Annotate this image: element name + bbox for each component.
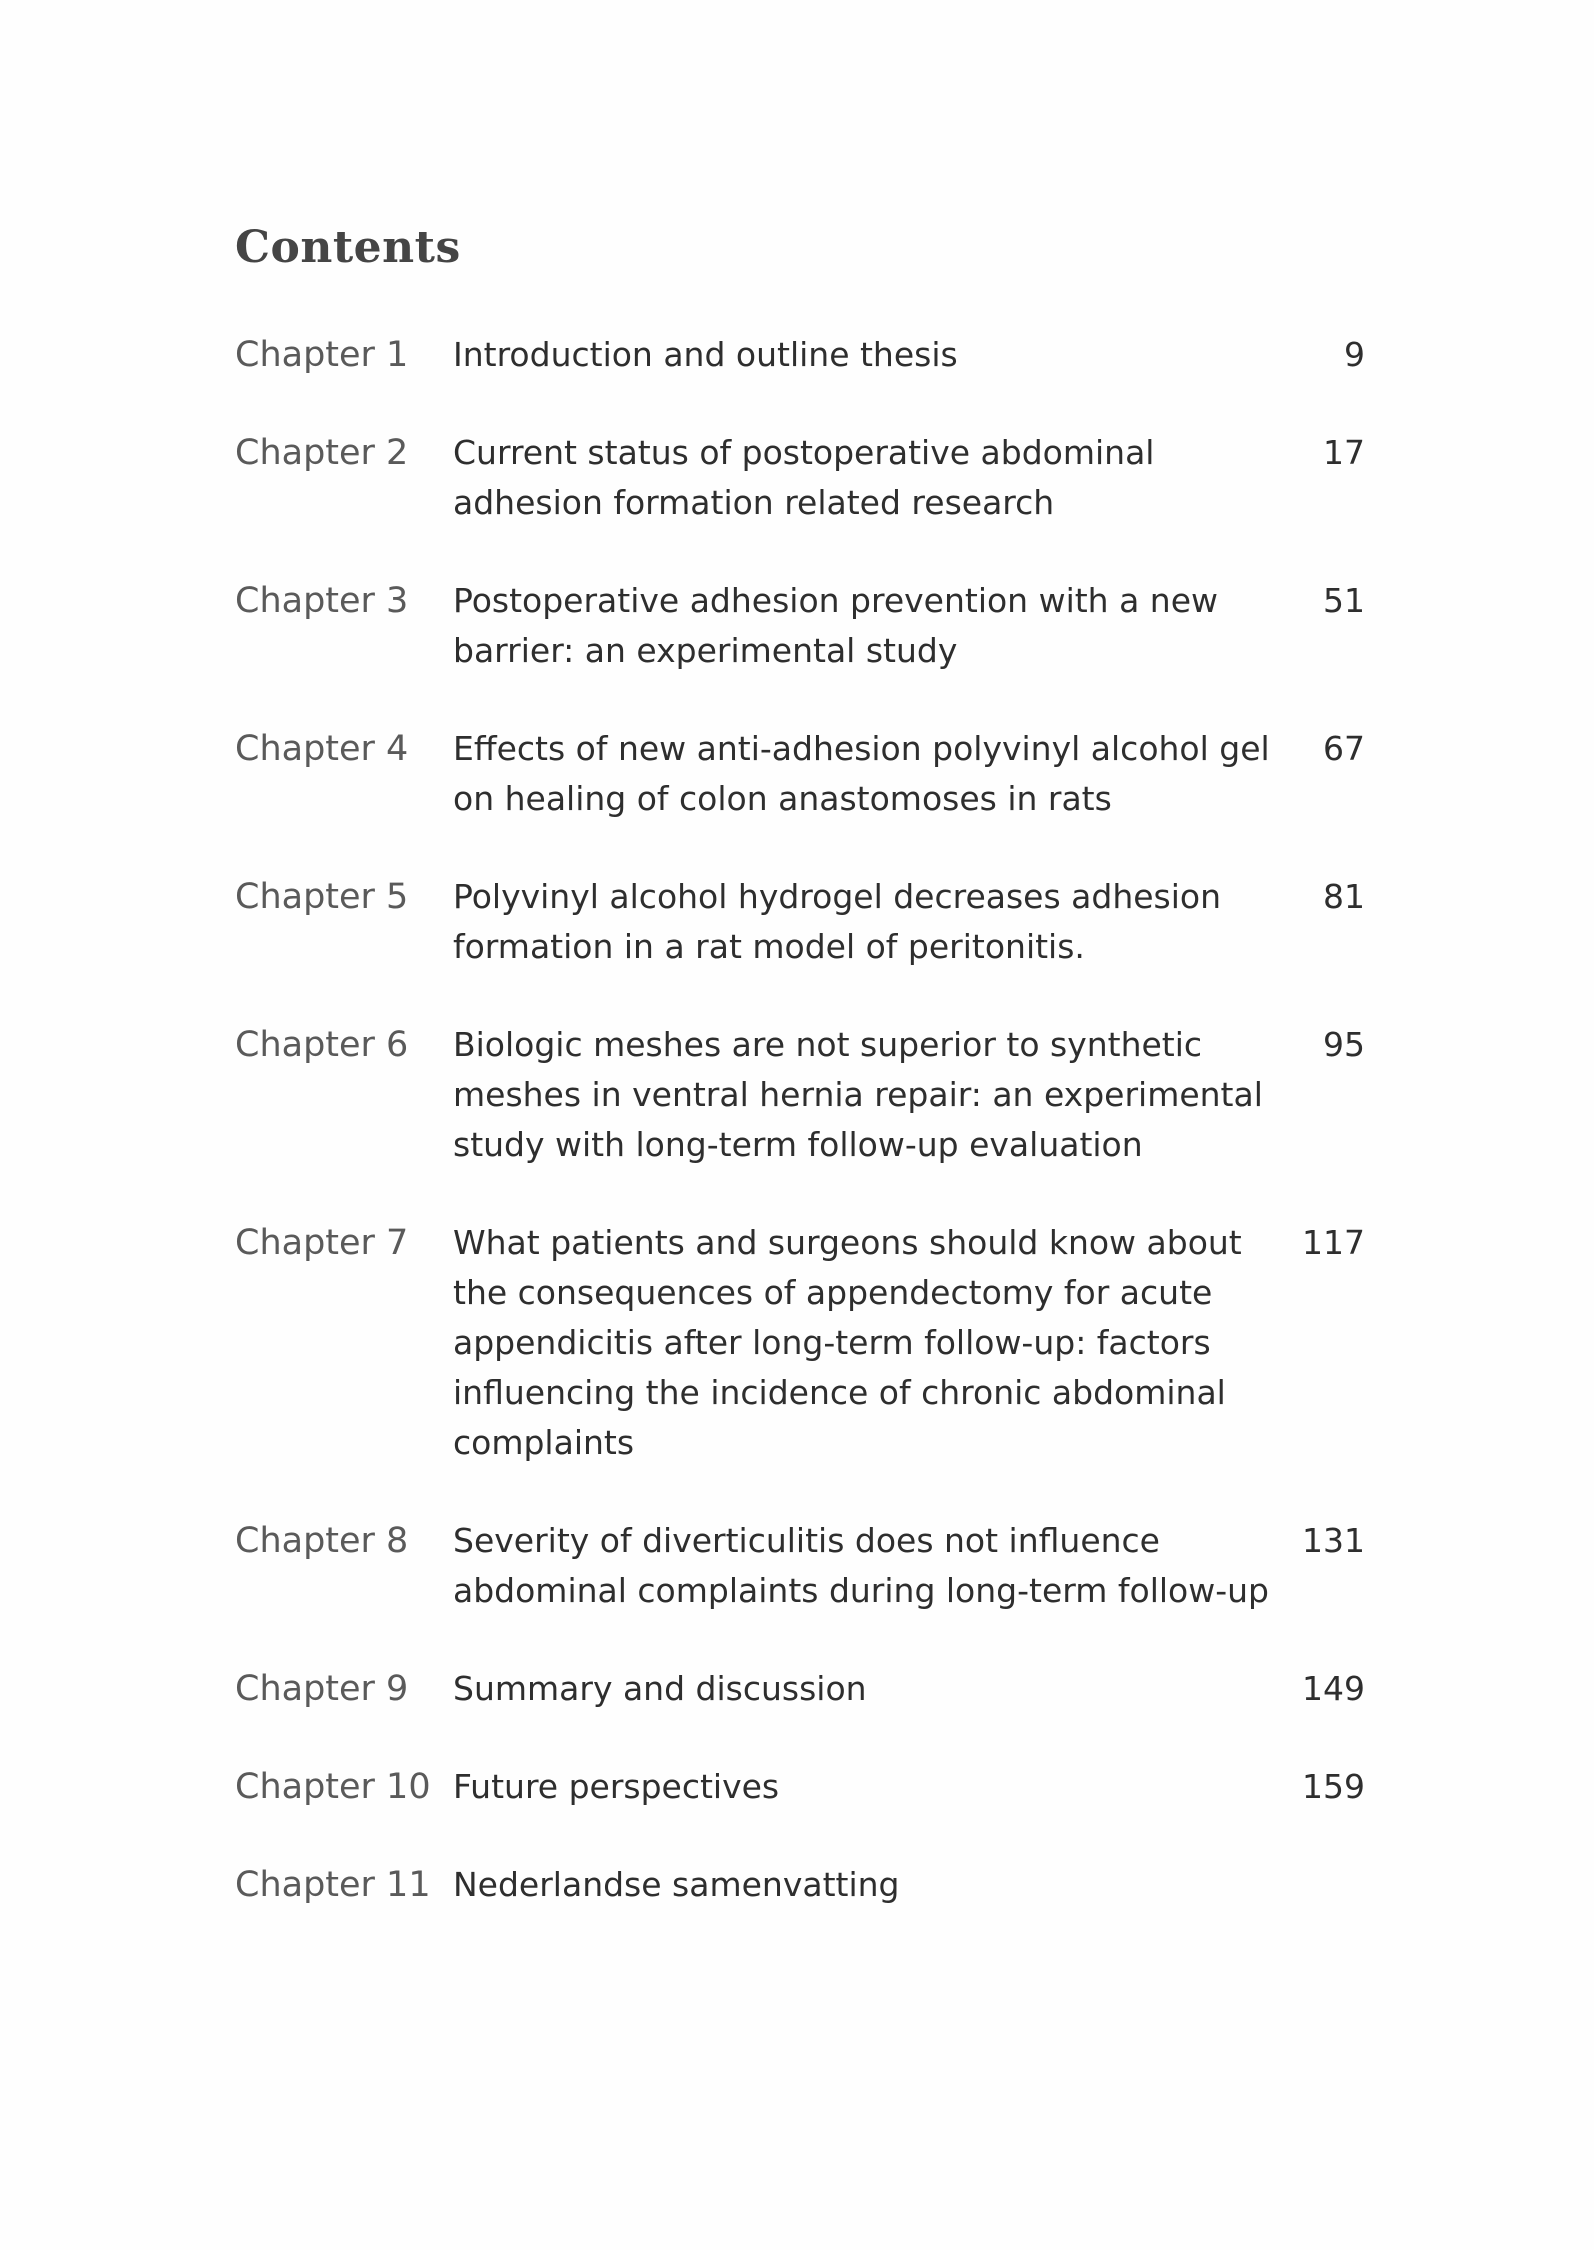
chapter-label: Chapter 3 [235,581,409,621]
chapter-page-number: 81 [1323,877,1365,916]
chapter-page-number: 9 [1344,335,1365,374]
chapter-page-number: 67 [1323,729,1365,768]
chapter-label: Chapter 2 [235,433,409,473]
chapter-page-number: 149 [1302,1669,1365,1708]
chapter-label: Chapter 4 [235,729,409,769]
chapter-label: Chapter 7 [235,1223,409,1263]
table-of-contents [235,330,1365,1910]
chapter-title: What patients and surgeons should know about the consequences of appendectomy for acute appendicitis after long-term follow-up: factors influencing the incidence of chronic abdominal complaints [453,1223,1242,1462]
chapter-label: Chapter 9 [235,1669,409,1709]
toc-entry-10 [235,1762,1365,1812]
chapter-page-number: 95 [1323,1025,1365,1064]
chapter-title: Biologic meshes are not superior to synthetic meshes in ventral hernia repair: an experimental study with long-term follow-up evaluation [453,1025,1263,1164]
chapter-title: Postoperative adhesion prevention with a new barrier: an experimental study [453,581,1219,670]
chapter-page-number: 51 [1323,581,1365,620]
chapter-page-number: 117 [1302,1223,1365,1262]
chapter-label: Chapter 11 [235,1865,431,1905]
toc-entry-11 [235,1860,1365,1910]
toc-entry-7 [235,1218,1365,1468]
toc-entry-6 [235,1020,1365,1170]
chapter-label: Chapter 6 [235,1025,409,1065]
page-title: Contents [235,222,461,273]
chapter-title: Summary and discussion [453,1669,867,1708]
chapter-title: Severity of diverticulitis does not influence abdominal complaints during long-term follow-up [453,1521,1269,1610]
toc-entry-4 [235,724,1365,824]
chapter-label: Chapter 1 [235,335,409,375]
chapter-title: Polyvinyl alcohol hydrogel decreases adhesion formation in a rat model of peritonitis. [453,877,1222,966]
chapter-title: Current status of postoperative abdominal adhesion formation related research [453,433,1155,522]
chapter-label: Chapter 10 [235,1767,431,1807]
chapter-title: Nederlandse samenvatting [453,1865,900,1904]
toc-entry-5 [235,872,1365,972]
chapter-label: Chapter 8 [235,1521,409,1561]
chapter-page-number: 131 [1302,1521,1365,1560]
chapter-title: Introduction and outline thesis [453,335,958,374]
toc-entry-3 [235,576,1365,676]
chapter-title: Future perspectives [453,1767,780,1806]
chapter-page-number: 17 [1323,433,1365,472]
toc-entry-1 [235,330,1365,380]
chapter-label: Chapter 5 [235,877,409,917]
toc-entry-9 [235,1664,1365,1714]
chapter-title: Effects of new anti-adhesion polyvinyl alcohol gel on healing of colon anastomoses in rats [453,729,1270,818]
toc-entry-8 [235,1516,1365,1616]
chapter-page-number: 159 [1302,1767,1365,1806]
toc-entry-2 [235,428,1365,528]
